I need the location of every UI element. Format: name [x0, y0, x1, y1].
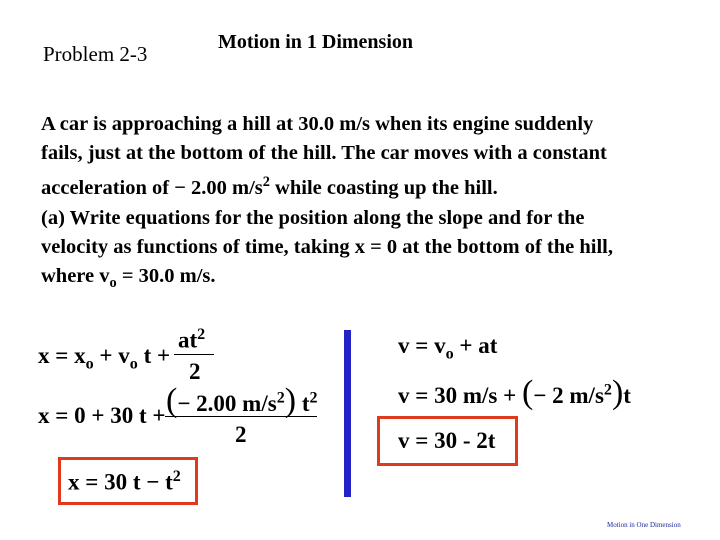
slide-title: Motion in 1 Dimension: [218, 31, 414, 53]
eq-text: t +: [143, 343, 171, 368]
eq-text: v = 30 m/s +: [398, 383, 517, 408]
eq-text: x = 30 t − t: [68, 469, 173, 495]
eq-exponent: 2: [276, 389, 285, 407]
statement-exponent: 2: [262, 174, 270, 190]
eq-subscript: o: [129, 355, 138, 373]
fraction-bar: [165, 416, 317, 417]
position-substituted-numerator: [166, 382, 318, 420]
fraction-bar: [174, 354, 214, 355]
position-fraction-denominator: 2: [189, 359, 201, 384]
problem-statement: [41, 110, 607, 203]
velocity-result: v = 30 - 2t: [398, 428, 496, 453]
part-a-question: [41, 204, 613, 298]
position-substituted-denominator: 2: [235, 422, 247, 447]
eq-subscript: o: [85, 355, 94, 373]
position-result: [68, 468, 181, 496]
eq-text: t: [623, 383, 631, 408]
eq-text: + at: [453, 333, 498, 358]
statement-line-2: fails, just at the bottom of the hill. The car moves with a constant: [41, 142, 607, 164]
eq-text: − 2.00 m/s: [177, 391, 277, 416]
eq-text: v = v: [398, 333, 446, 358]
eq-exponent: 2: [172, 468, 181, 485]
eq-text: + v: [93, 343, 130, 368]
part-a-subscript: o: [109, 275, 117, 292]
statement-line-1: A car is approaching a hill at 30.0 m/s when its engine suddenly: [41, 113, 594, 135]
eq-text: x = x: [38, 343, 86, 368]
part-a-line-1: (a) Write equations for the position along the slope and for the: [41, 207, 585, 229]
statement-text-end: while coasting up the hill.: [269, 176, 498, 199]
open-paren: (: [521, 374, 534, 411]
open-paren: (: [166, 382, 178, 419]
eq-exponent: 2: [197, 326, 206, 343]
eq-text: − 2 m/s: [533, 383, 604, 408]
velocity-equation-substituted: [398, 374, 631, 412]
close-paren: ): [284, 382, 297, 419]
eq-exponent: 2: [603, 381, 612, 399]
eq-subscript: o: [445, 345, 454, 363]
footer-label: Motion in One Dimension: [607, 521, 681, 529]
part-a-text-end: = 30.0 m/s.: [116, 265, 216, 287]
position-equation-general: [38, 343, 170, 374]
eq-text: at: [178, 327, 198, 353]
part-a-text: where v: [41, 265, 110, 287]
eq-exponent: 2: [309, 389, 318, 407]
part-a-line-2: velocity as functions of time, taking x = 0 at the bottom of the hill,: [41, 236, 613, 258]
position-fraction-numerator: [178, 326, 205, 354]
problem-number: Problem 2-3: [43, 42, 148, 66]
statement-line-3: [41, 168, 607, 203]
vertical-divider: [344, 330, 351, 497]
part-a-line-3: [41, 262, 613, 298]
close-paren: ): [611, 374, 624, 411]
position-equation-substituted: x = 0 + 30 t +: [38, 403, 166, 428]
statement-text: acceleration of − 2.00 m/s: [41, 176, 263, 199]
velocity-equation-general: [398, 333, 497, 364]
eq-text: t: [301, 391, 310, 416]
